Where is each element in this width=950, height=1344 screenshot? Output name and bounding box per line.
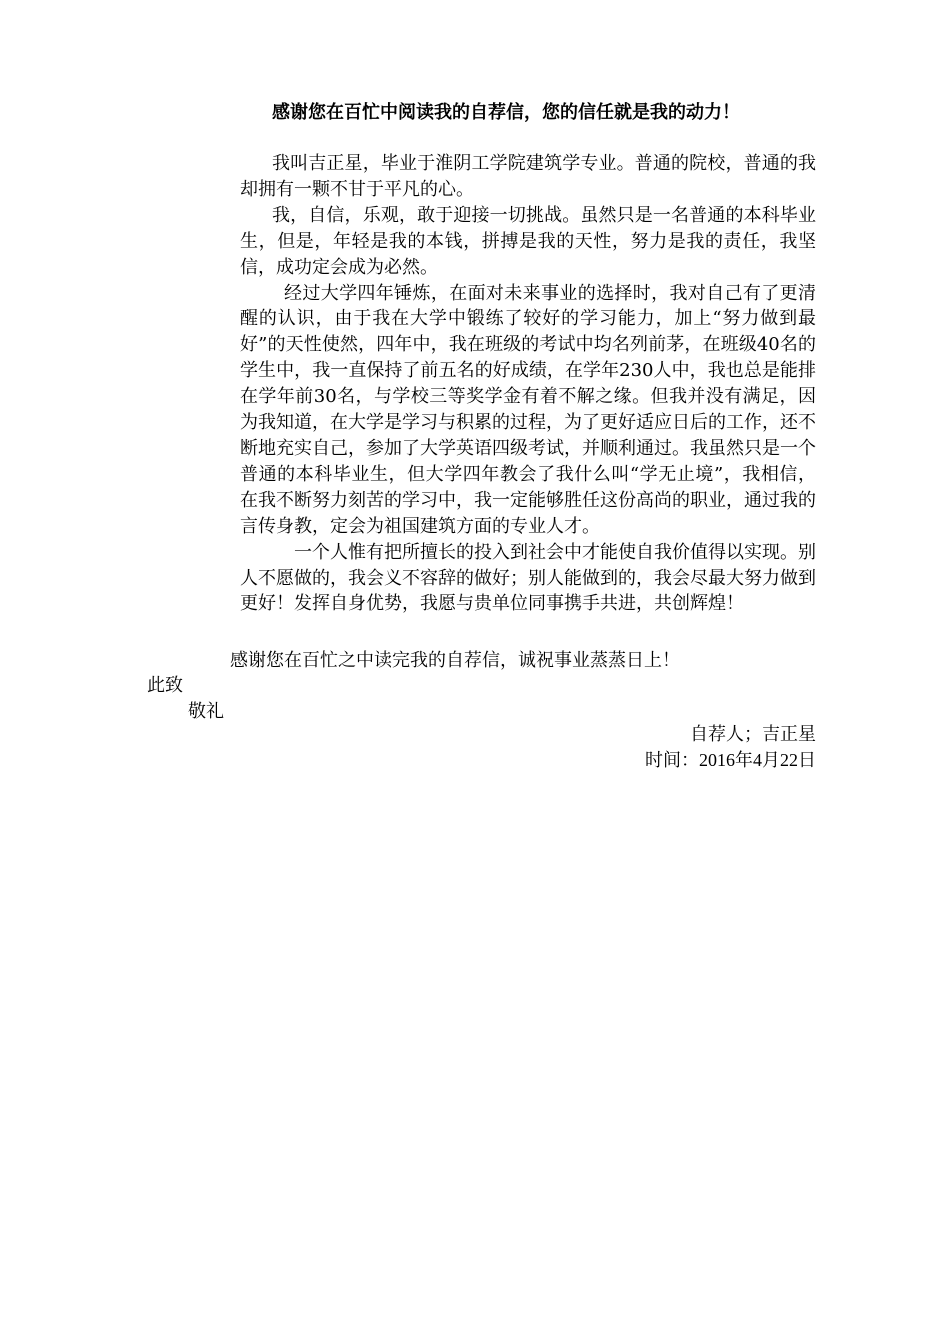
letter-heading: 感谢您在百忙中阅读我的自荐信，您的信任就是我的动力！: [272, 102, 740, 123]
paragraph-introduction: 我叫吉正星，毕业于淮阴工学院建筑学专业。普通的院校，普通的我却拥有一颗不甘于平凡的心。: [240, 153, 816, 200]
salutation-jingli: 敬礼: [188, 701, 224, 722]
closing-thanks: 感谢您在百忙之中读完我的自荐信，诚祝事业蒸蒸日上！: [230, 650, 680, 671]
paragraph-university-experience: 经过大学四年锤炼，在面对未来事业的选择时，我对自己有了更清醒的认识，由于我在大学中锻练了较好的学习能力，加上“努力做到最好”的天性使然，四年中，我在班级的考试中均名列前茅，在班级40名的学生中，我一直保持了前五名的好成绩，在学年230人中，我也总是能排在学年前30名，与学校三等奖学金有着不解之缘。但我并没有满足，因为我知道，在大学是学习与积累的过程，为了更好适应日后的工作，还不断地充实自己，参加了大学英语四级考试，并顺利通过。我虽然只是一个普通的本科毕业生，但大学四年教会了我什么叫“学无止境”，我相信，在我不断努力刻苦的学习中，我一定能够胜任这份高尚的职业，通过我的言传身教，定会为祖国建筑方面的专业人才。: [240, 282, 816, 537]
salutation-cizhi: 此致: [147, 675, 183, 696]
signature: 自荐人；吉正星: [690, 724, 816, 744]
letter-body: [240, 151, 816, 617]
signature-date: 时间：2016年4月22日: [645, 750, 816, 770]
paragraph-self-confidence: 我，自信，乐观，敢于迎接一切挑战。虽然只是一名普通的本科毕业生，但是，年轻是我的本钱，拼搏是我的天性，努力是我的责任，我坚信，成功定会成为必然。: [240, 204, 816, 278]
paragraph-self-value: 一个人惟有把所擅长的投入到社会中才能使自我价值得以实现。别人不愿做的，我会义不容辞的做好；别人能做到的，我会尽最大努力做到更好！发挥自身优势，我愿与贵单位同事携手共进，共创辉煌！: [240, 541, 816, 615]
